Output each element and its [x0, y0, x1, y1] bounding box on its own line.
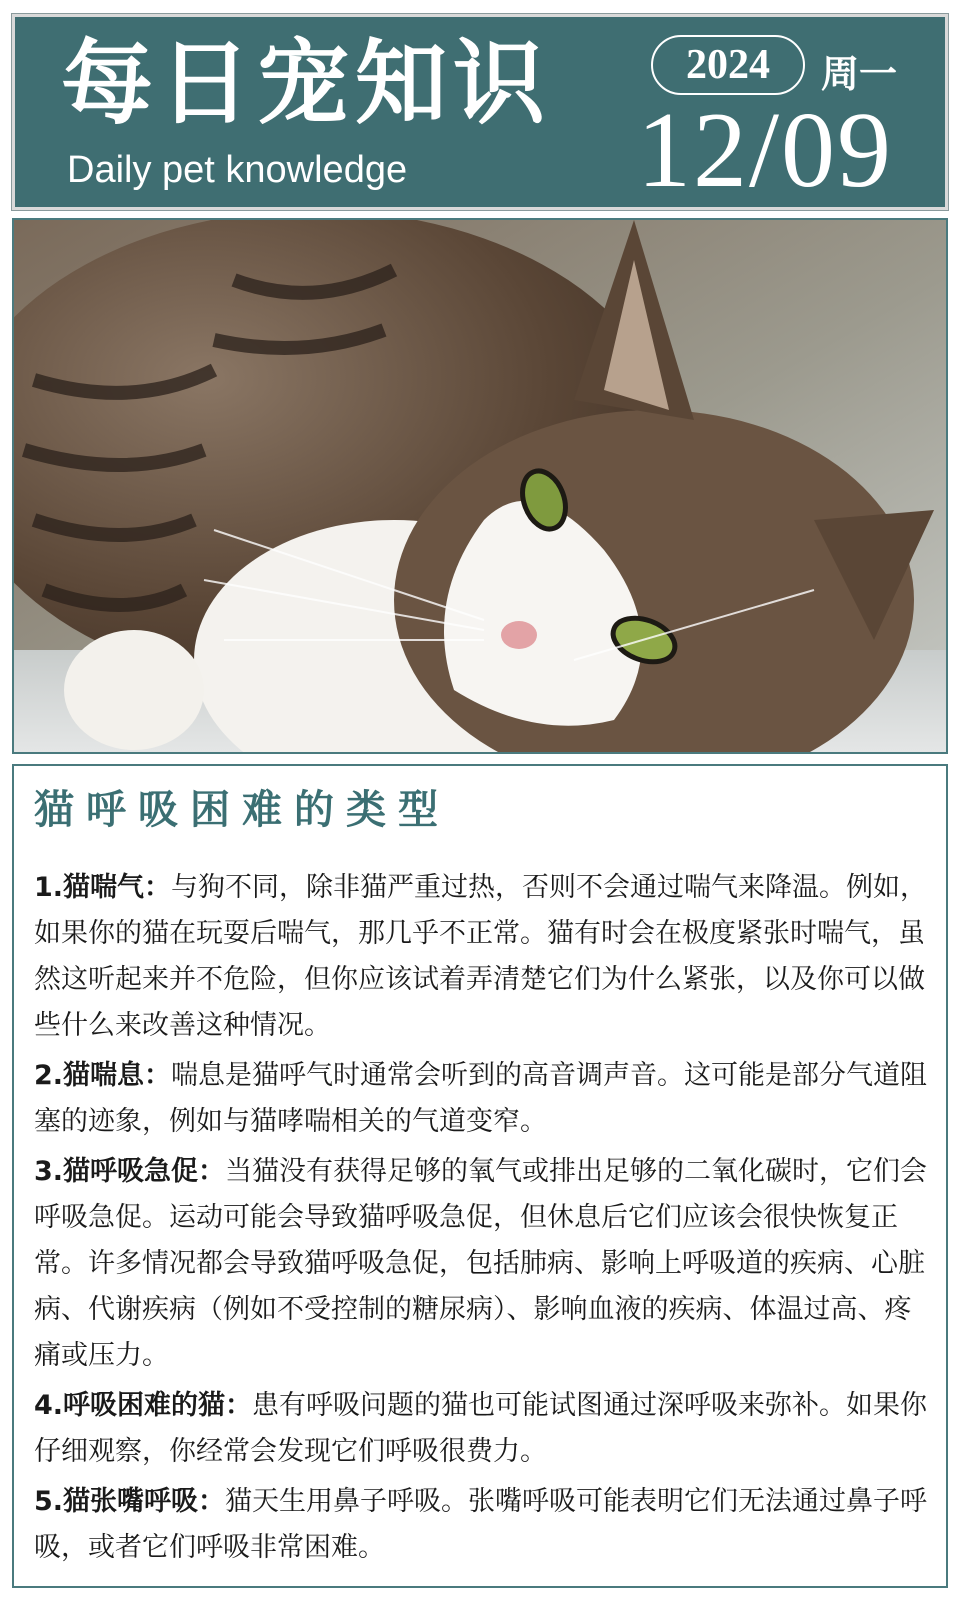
list-item	[34, 865, 928, 1049]
article-box	[12, 764, 948, 1588]
cat-photo	[12, 218, 948, 754]
item-text: 患有呼吸问题的猫也可能试图通过深呼吸来弥补。如果你仔细观察，你经常会发现它们呼吸很费力。	[34, 1390, 928, 1467]
year-badge: 2024	[651, 35, 805, 95]
list-item	[34, 1383, 928, 1475]
item-text: 当猫没有获得足够的氧气或排出足够的二氧化碳时，它们会呼吸急促。运动可能会导致猫呼吸急促，但休息后它们应该会很快恢复正常。许多情况都会导致猫呼吸急促，包括肺病、影响上呼吸道的疾病、心脏病、代谢疾病（例如不受控制的糖尿病）、影响血液的疾病、体温过高、疼痛或压力。	[34, 1156, 928, 1371]
list-item	[34, 1479, 928, 1571]
cat-illustration	[14, 220, 946, 752]
list-item	[34, 1149, 928, 1379]
item-label: 5.猫张嘴呼吸：	[34, 1486, 226, 1517]
item-label: 3.猫呼吸急促：	[34, 1156, 226, 1187]
item-label: 2.猫喘息：	[34, 1060, 172, 1091]
article-title: 猫呼吸困难的类型	[34, 787, 450, 833]
list-item	[34, 1053, 928, 1145]
item-text: 喘息是猫呼气时通常会听到的高音调声音。这可能是部分气道阻塞的迹象，例如与猫哮喘相关的气道变窄。	[34, 1060, 928, 1137]
header-banner	[12, 14, 948, 210]
page-subtitle: Daily pet knowledge	[67, 149, 408, 191]
page-title: 每日宠知识	[61, 29, 552, 137]
item-label: 4.呼吸困难的猫：	[34, 1390, 253, 1421]
item-label: 1.猫喘气：	[34, 872, 172, 903]
item-text: 与狗不同，除非猫严重过热，否则不会通过喘气来降温。例如，如果你的猫在玩耍后喘气，那几乎不正常。猫有时会在极度紧张时喘气，虽然这听起来并不危险，但你应该试着弄清楚它们为什么紧张，以及你可以做些什么来改善这种情况。	[34, 872, 928, 1041]
item-text: 猫天生用鼻子呼吸。张嘴呼吸可能表明它们无法通过鼻子呼吸，或者它们呼吸非常困难。	[34, 1486, 928, 1563]
weekday-label: 周一	[821, 52, 898, 96]
date-label: 12/09	[637, 91, 894, 210]
